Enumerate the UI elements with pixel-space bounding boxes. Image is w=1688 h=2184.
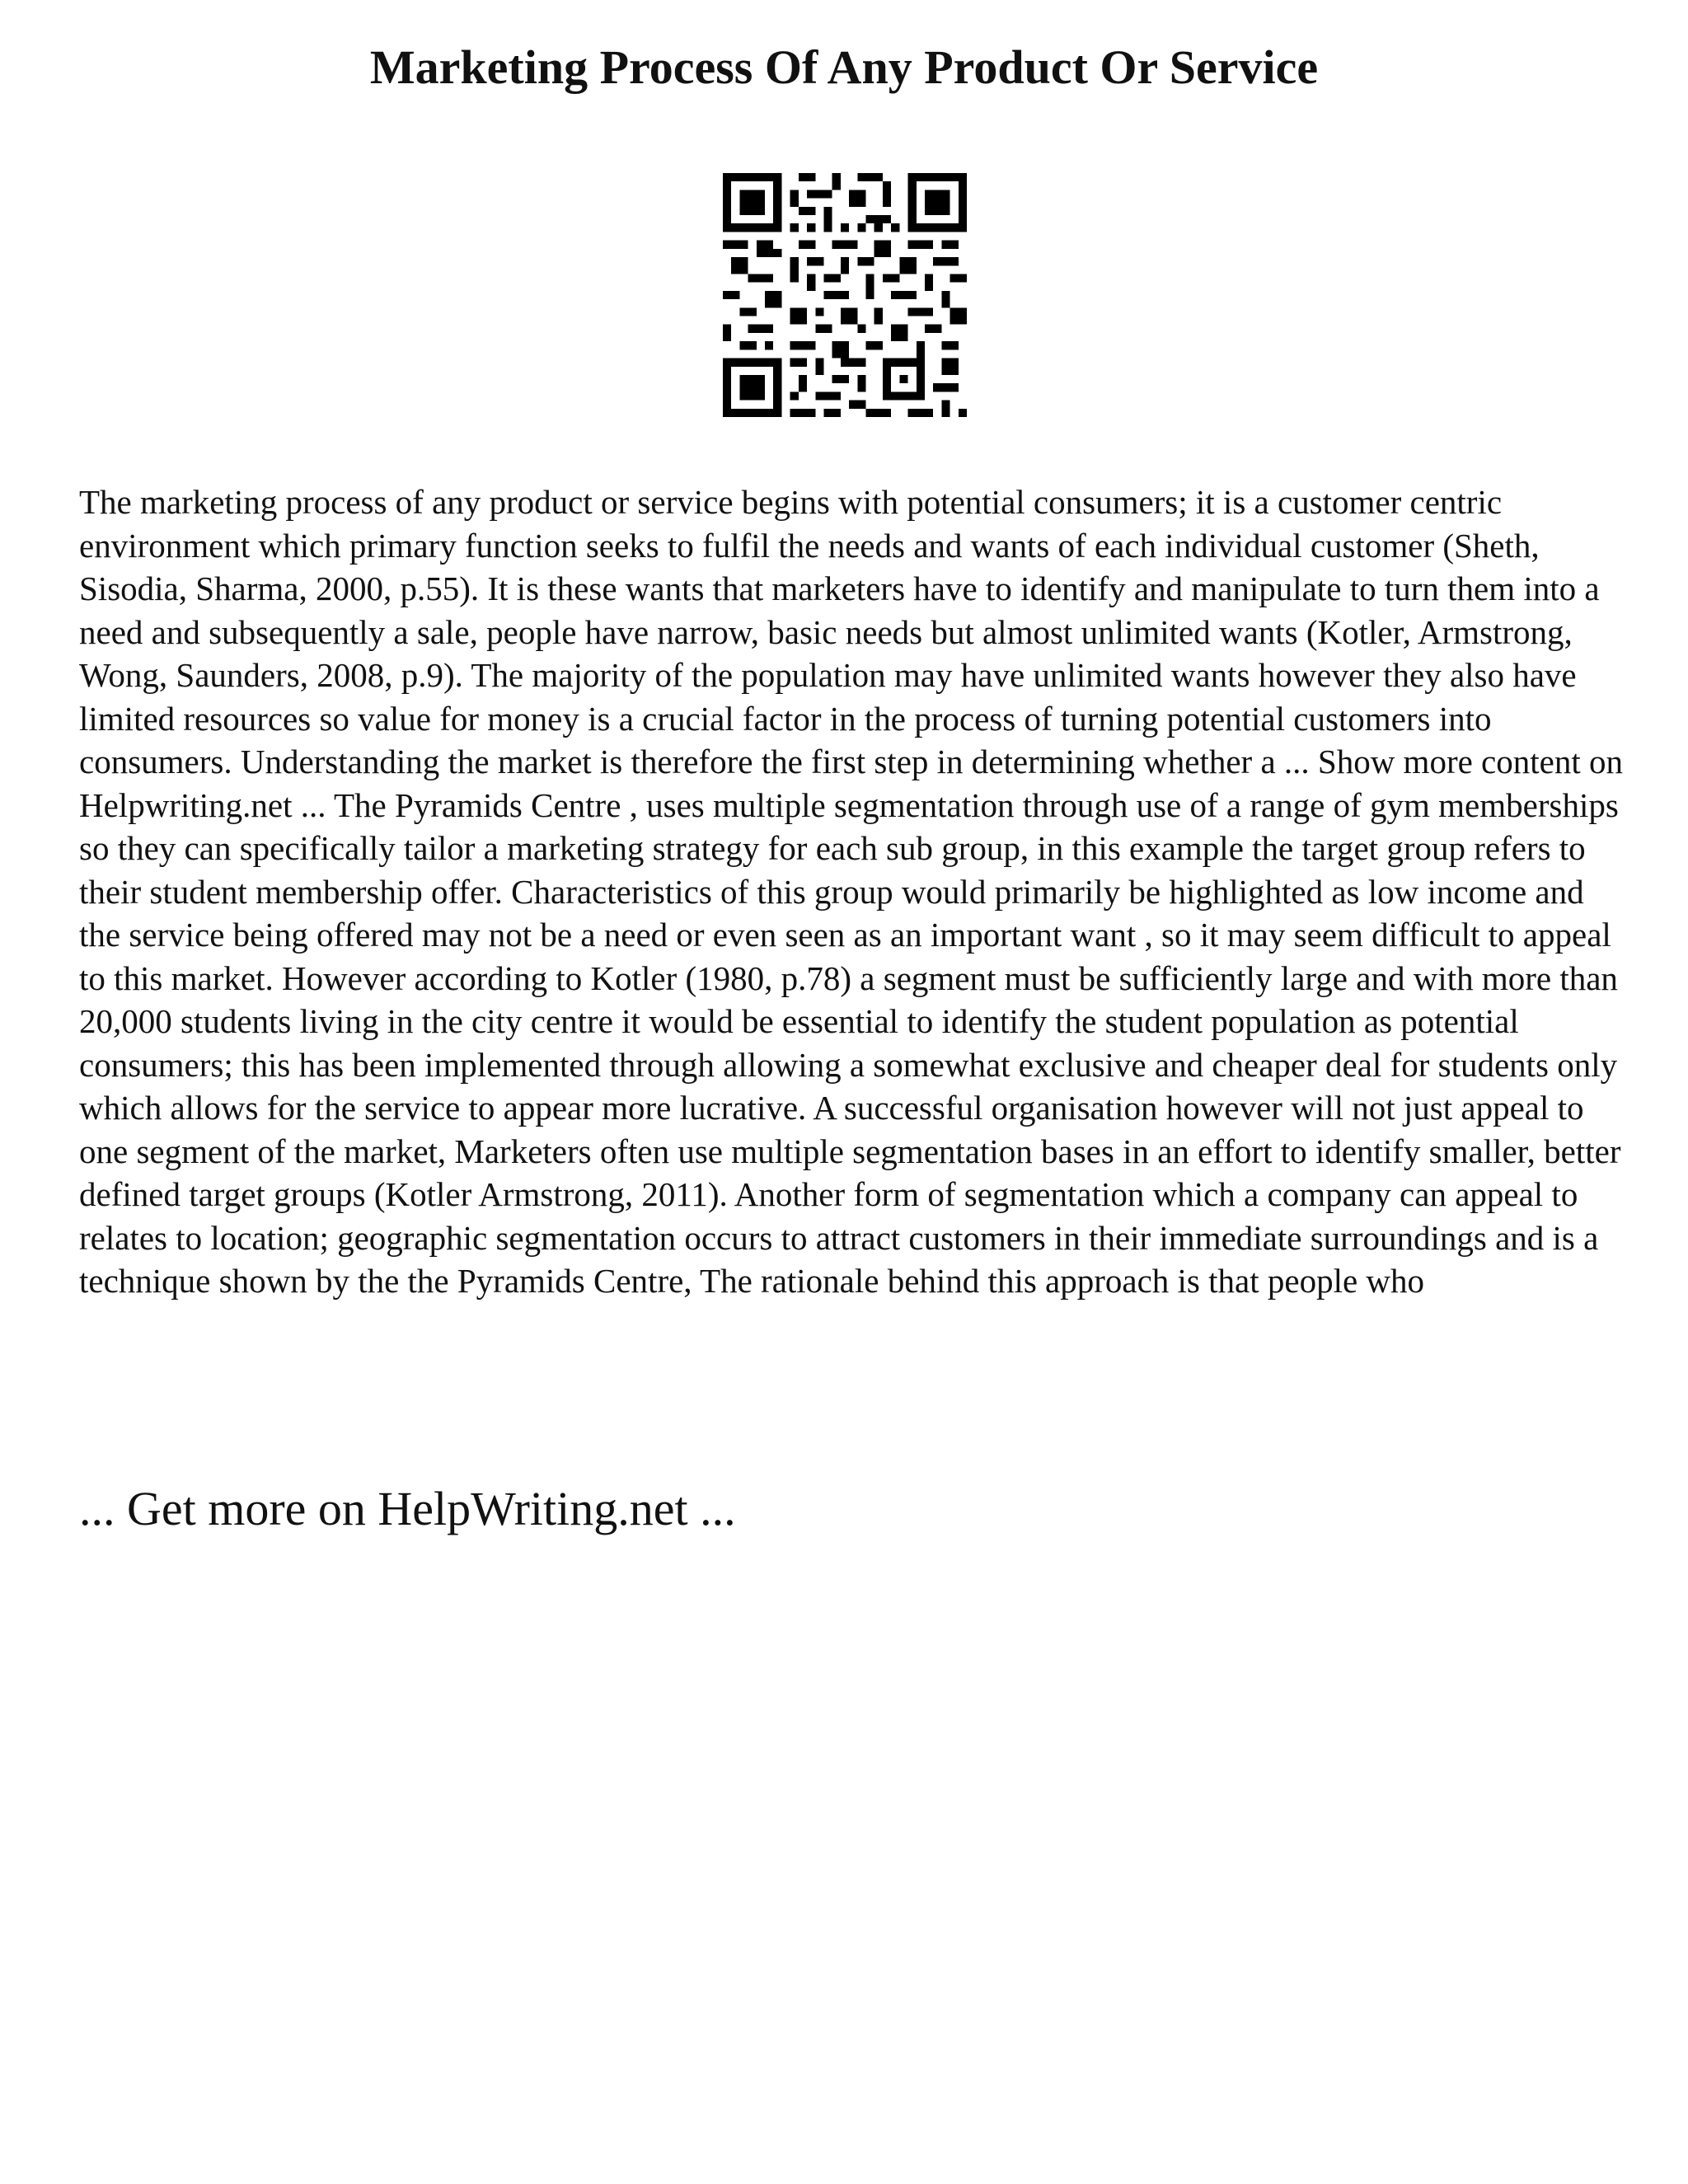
document-title: Marketing Process Of Any Product Or Service	[369, 40, 1319, 94]
qr-code-icon	[723, 173, 967, 417]
document-body: The marketing process of any product or service begins with potential consumers; it is a customer centric environment which primary function seeks to fulfil the needs and wants of each individual customer (Sheth, Sisodia, Sharma, 2000, p.55). It is these wants that marketers have to identify and manipulate to turn them into a need and subsequently a sale, people have narrow, basic needs but almost unlimited wants (Kotler, Armstrong, Wong, Saunders, 2008, p.9). The majority of the population may have unlimited wants however they also have limited resources so value for money is a crucial factor in the process of turning potential customers into consumers. Understanding the market is therefore the first step in determining whether a ... Show more content on Helpwriting.net ... The Pyramids Centre , uses multiple segmentation through use of a range of gym memberships so they can specifically tailor a marketing strategy for each sub group, in this example the target group refers to their student membership offer. Characteristics of this group would primarily be highlighted as low income and the service being offered may not be a need or even seen as an important want , so it may seem difficult to appeal to this market. However according to Kotler (1980, p.78) a segment must be sufficiently large and with more than 20,000 students living in the city centre it would be essential to identify the student population as potential consumers; this has been implemented through allowing a somewhat exclusive and cheaper deal for students only which allows for the service to appear more lucrative. A successful organisation however will not just appeal to one segment of the market, Marketers often use multiple segmentation bases in an effort to identify smaller, better defined target groups (Kotler Armstrong, 2011). Another form of segmentation which a company can appeal to relates to location; geographic segmentation occurs to attract customers in their immediate surroundings and is a technique shown by the the Pyramids Centre, The rationale behind this approach is that people who	[79, 483, 1623, 1300]
get-more-link[interactable]: ... Get more on HelpWriting.net ...	[79, 1482, 736, 1535]
